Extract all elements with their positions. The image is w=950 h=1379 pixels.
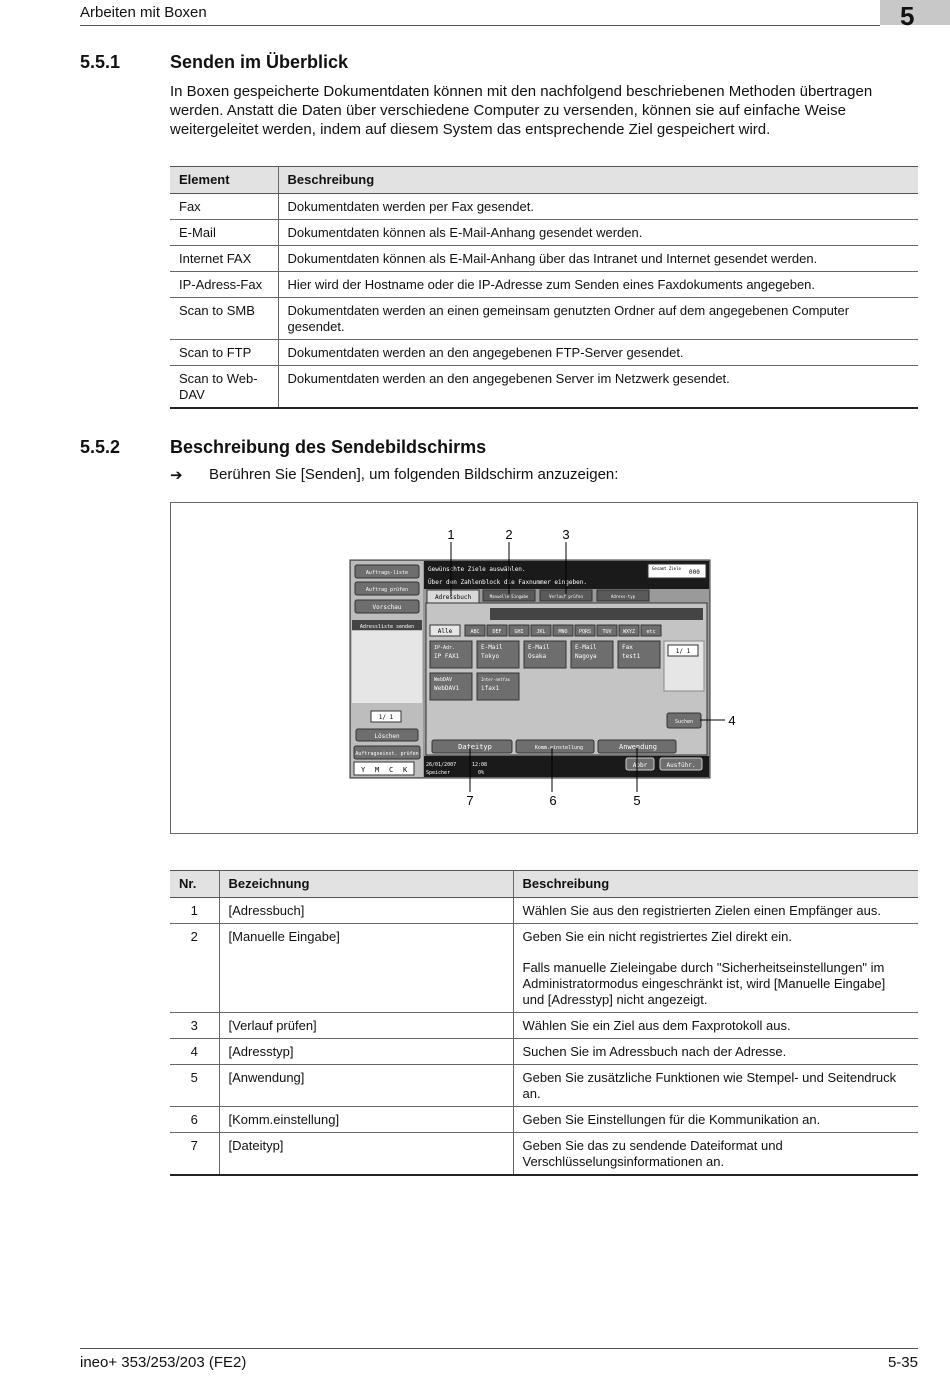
description-text: Geben Sie ein nicht registriertes Ziel direkt ein. [522, 929, 793, 944]
description-cell: Dokumentdaten werden an einen gemeinsam genutzten Ordner auf dem angegebenen Computer gesendet. [278, 298, 918, 340]
toner-k: K [403, 766, 408, 774]
number-cell: 5 [170, 1065, 219, 1107]
description-cell: Dokumentdaten werden per Fax gesendet. [278, 194, 918, 220]
entry-name: Osaka [528, 653, 547, 660]
table-row [170, 924, 918, 1013]
element-cell: E-Mail [170, 220, 278, 246]
index-label: GHI [514, 629, 524, 635]
section-title: Senden im Überblick [170, 52, 349, 72]
check-settings-label: Auftragseinst. prüfen [355, 751, 419, 757]
left-page-label: 1/ 1 [378, 714, 394, 721]
delete-label: Löschen [374, 733, 400, 740]
message-line-1: Gewünschte Ziele auswählen. [428, 566, 526, 573]
toner-c: C [389, 766, 394, 774]
number-cell: 6 [170, 1107, 219, 1133]
description-cell: Dokumentdaten können als E-Mail-Anhang über das Intranet und Internet gesendet werden. [278, 246, 918, 272]
index-label: etc [646, 629, 656, 635]
send-list-header-label: Adressliste senden [359, 624, 415, 630]
section-number: 5.5.1 [80, 52, 121, 72]
index-label: JKL [536, 629, 546, 635]
column-header: Bezeichnung [219, 871, 513, 898]
table-row [170, 1065, 918, 1107]
entry-type: E-Mail [481, 644, 503, 651]
footer-product: ineo+ 353/253/203 (FE2) [80, 1354, 247, 1371]
chapter-number: 5 [900, 1, 915, 31]
section-title: Beschreibung des Sendebildschirms [170, 437, 487, 457]
entry-name: WebDAV1 [434, 685, 460, 692]
status-date: 26/01/2007 [426, 762, 457, 768]
element-cell: Internet FAX [170, 246, 278, 272]
element-cell: Scan to Web-DAV [170, 366, 278, 409]
index-label: WXYZ [622, 629, 636, 635]
entry-type: E-Mail [575, 644, 597, 651]
footer-rule [80, 1348, 918, 1349]
number-cell: 1 [170, 898, 219, 924]
callout-label: 2 [505, 527, 513, 542]
message-line-2: Über den Zahlenblock die Faxnummer eingeben. [428, 579, 587, 586]
table-header-row [170, 871, 918, 898]
description-cell: Geben Sie zusätzliche Funktionen wie Stempel- und Seitendruck an. [513, 1065, 918, 1107]
index-label: Alle [437, 628, 453, 635]
index-buttons [430, 625, 661, 636]
table-row [170, 1107, 918, 1133]
tab-address-type-label: Adress-typ [610, 594, 636, 599]
index-label: ABC [470, 629, 480, 635]
search-label: Suchen [674, 719, 694, 725]
table-row [170, 1039, 918, 1065]
description-cell: Wählen Sie aus den registrierten Zielen einen Empfänger aus. [513, 898, 918, 924]
entry-type: E-Mail [528, 644, 550, 651]
entry-type: Fax [622, 644, 633, 651]
job-list-label: Auftrags-liste [365, 570, 409, 576]
number-cell: 7 [170, 1133, 219, 1176]
callout-label: 3 [562, 527, 570, 542]
preview-label: Vorschau [372, 604, 402, 611]
callout-label: 7 [466, 793, 474, 808]
column-header: Beschreibung [513, 871, 918, 898]
element-cell: Scan to FTP [170, 340, 278, 366]
status-memory-value: 0% [478, 770, 485, 776]
destination-label: Gesamt Ziele [652, 566, 681, 571]
table-row [170, 898, 918, 924]
description-cell: Dokumentdaten werden an den angegebenen Server im Netzwerk gesendet. [278, 366, 918, 409]
entry-type: IP-Adr. [434, 645, 456, 651]
arrow-icon: ➔ [170, 467, 183, 484]
number-cell: 3 [170, 1013, 219, 1039]
right-page-label: 1/ 1 [675, 648, 691, 655]
instruction-text: Berühren Sie [Senden], um folgenden Bildschirm anzuzeigen: [209, 466, 619, 483]
tab-history-label: Verlauf prüfen [549, 594, 583, 599]
intro-paragraph: In Boxen gespeicherte Dokumentdaten können mit den nachfolgend beschriebenen Methoden übertragen werden. Anstatt die Daten über verschiedene Computer zu versenden, können sie auf einfache Weise weitergeleitet werden, indem auf diesem System das entsprechende Ziel gespeichert wird. [170, 83, 873, 138]
description-cell: Wählen Sie ein Ziel aus dem Faxprotokoll aus. [513, 1013, 918, 1039]
toner-m: M [375, 766, 380, 774]
entry-name: test1 [622, 653, 641, 660]
toner-y: Y [361, 766, 366, 774]
page-number: 5-35 [887, 1354, 918, 1371]
running-header: Arbeiten mit Boxen [80, 4, 207, 21]
column-header: Nr. [170, 871, 219, 898]
entry-name: Nagoya [575, 653, 597, 660]
index-label: MNO [558, 629, 568, 635]
name-cell: [Dateityp] [219, 1133, 513, 1176]
job-check-label: Auftrag prüfen [365, 587, 409, 593]
tab-manual-entry-label: Manuelle Eingabe [489, 594, 529, 599]
cancel-label: Abbr [632, 762, 648, 769]
description-cell [513, 924, 918, 1013]
entry-name: Tokyo [481, 653, 500, 660]
tab-address-book-label: Adressbuch [434, 594, 472, 601]
callout-label: 4 [728, 713, 736, 728]
name-cell: [Komm.einstellung] [219, 1107, 513, 1133]
file-type-label: Dateityp [458, 743, 492, 751]
element-cell: Fax [170, 194, 278, 220]
entry-name: IP FAX1 [434, 653, 460, 660]
execute-label: Ausführ. [666, 762, 696, 769]
description-cell: Dokumentdaten werden an den angegebenen FTP-Server gesendet. [278, 340, 918, 366]
name-cell: [Adressbuch] [219, 898, 513, 924]
callout-label: 6 [549, 793, 557, 808]
element-cell: IP-Adress-Fax [170, 272, 278, 298]
description-cell: Suchen Sie im Adressbuch nach der Adresse. [513, 1039, 918, 1065]
description-cell: Dokumentdaten können als E-Mail-Anhang gesendet werden. [278, 220, 918, 246]
callout-label: 5 [633, 793, 641, 808]
description-note: Falls manuelle Zieleingabe durch "Sicherheitseinstellungen" im Administratormodus eingeschränkt ist, wird [Manuelle Eingabe] und [Adresstyp] nicht angezeigt. [522, 960, 886, 1007]
table-row [170, 1133, 918, 1176]
callout-label: 1 [447, 527, 455, 542]
name-cell: [Manuelle Eingabe] [219, 924, 513, 1013]
entry-type: WebDAV [434, 677, 453, 683]
status-memory-label: Speicher [426, 770, 451, 776]
input-bar [490, 608, 703, 620]
entry-type: Inter-netfax [481, 677, 510, 682]
comm-settings-label: Komm.einstellung [534, 745, 584, 751]
index-label: DEF [492, 629, 502, 635]
number-cell: 2 [170, 924, 219, 1013]
description-cell: Geben Sie Einstellungen für die Kommunikation an. [513, 1107, 918, 1133]
application-label: Anwendung [619, 743, 657, 751]
status-time: 12:08 [472, 762, 488, 768]
send-list-area [352, 631, 422, 703]
name-cell: [Adresstyp] [219, 1039, 513, 1065]
index-label: PQRS [578, 629, 592, 635]
column-header: Beschreibung [278, 167, 918, 194]
destination-count: 000 [689, 569, 700, 576]
name-cell: [Verlauf prüfen] [219, 1013, 513, 1039]
number-cell: 4 [170, 1039, 219, 1065]
index-label: TUV [602, 629, 612, 635]
element-cell: Scan to SMB [170, 298, 278, 340]
screen-elements-table [170, 870, 918, 1176]
description-cell: Geben Sie das zu sendende Dateiformat und Verschlüsselungsinformationen an. [513, 1133, 918, 1176]
table-row [170, 1013, 918, 1039]
column-header: Element [170, 167, 278, 194]
description-cell: Hier wird der Hostname oder die IP-Adresse zum Senden eines Faxdokuments angegeben. [278, 272, 918, 298]
section-number: 5.5.2 [80, 437, 121, 457]
entry-name: ifax1 [481, 685, 500, 692]
name-cell: [Anwendung] [219, 1065, 513, 1107]
